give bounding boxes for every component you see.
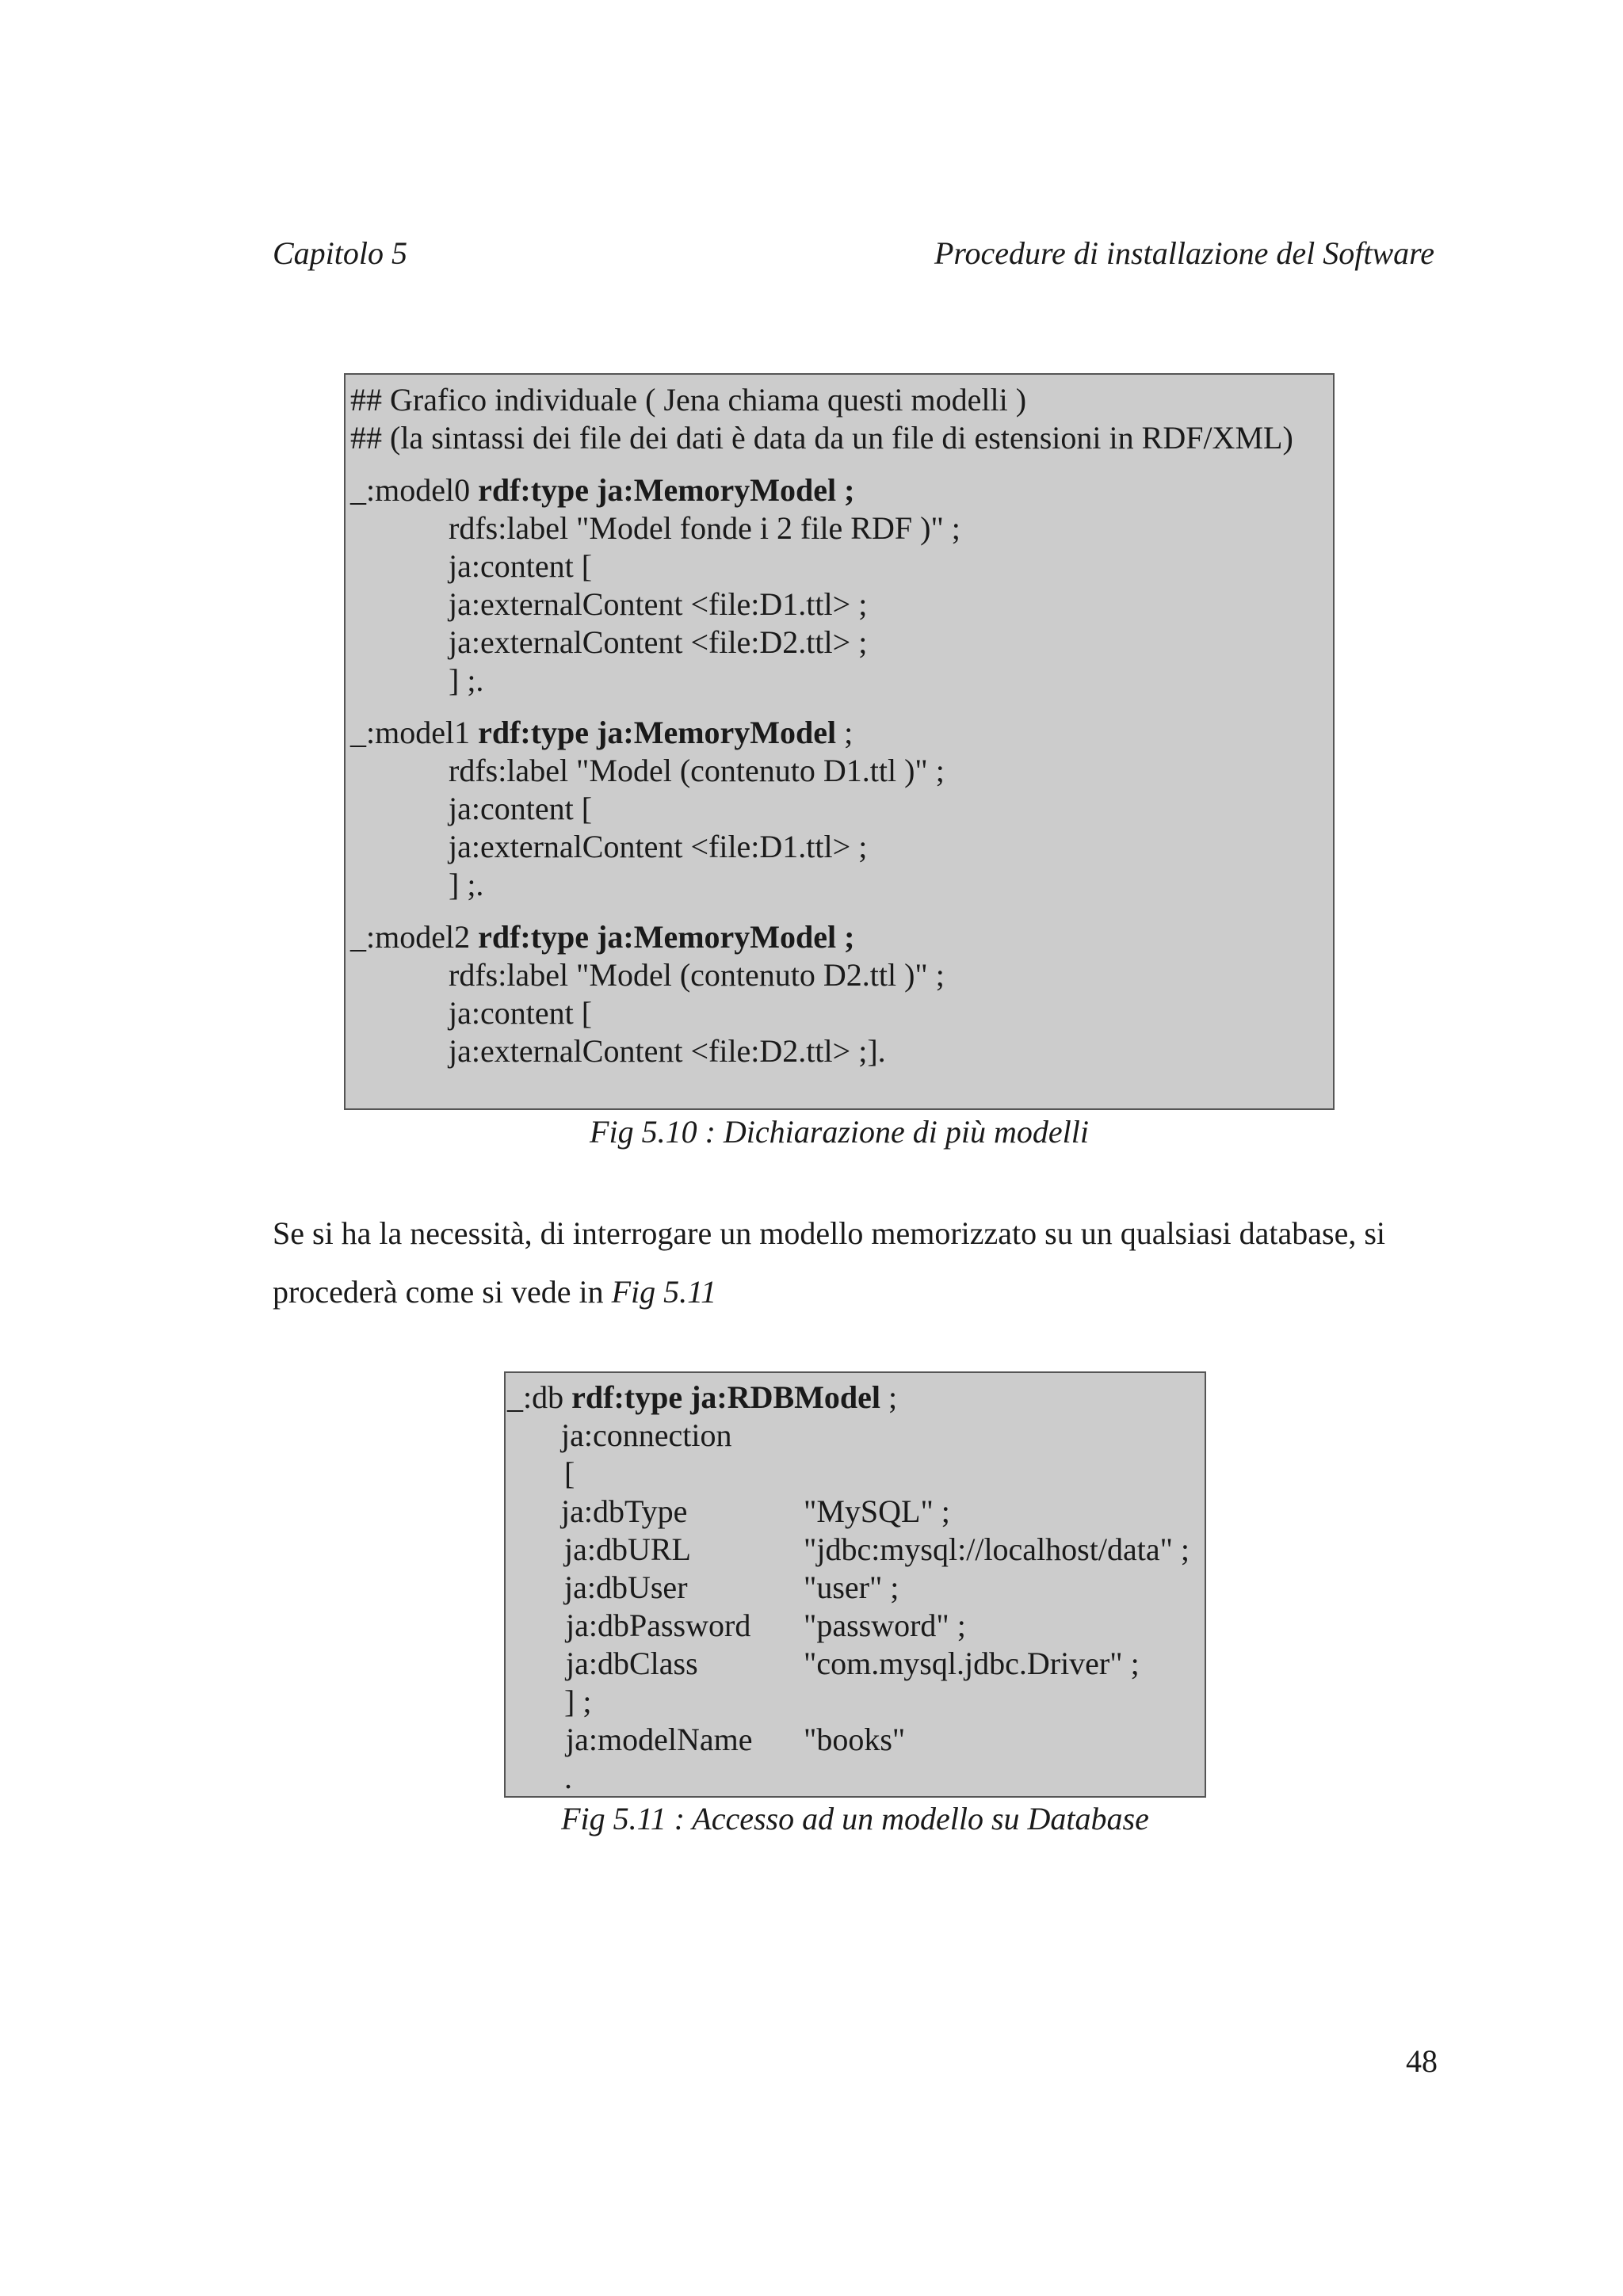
db-close-bracket: ] ; [564,1684,592,1719]
page-number: 48 [1406,2043,1438,2079]
db-property-row [507,1531,1205,1569]
model-declaration-code-block [344,373,1335,1110]
model0-declaration [350,471,1333,509]
model1-predicate: rdf:type ja:MemoryModel [478,715,837,750]
db-property-row [507,1645,1205,1683]
section-header: Procedure di installazione del Software [934,235,1434,271]
model0-predicate: rdf:type ja:MemoryModel ; [478,472,855,508]
model0-subject: _:model0 [350,472,479,508]
db-model-name-key: ja:modelName [566,1722,753,1757]
db-model-name-value: "books" [804,1722,906,1757]
db-close-bracket-row [507,1683,1205,1721]
db-property-value: "MySQL" ; [804,1493,950,1529]
db-property-key: ja:dbUser [564,1569,688,1605]
model1-external-content-1: ja:externalContent <file:D1.ttl> ; [449,829,868,864]
figure-reference: Fig 5.11 [611,1274,717,1310]
model1-predicate-tail: ; [836,715,854,750]
db-predicate-tail: ; [880,1379,898,1415]
db-property-row [507,1493,1205,1531]
figure-5-11-caption: Fig 5.11 : Accesso ad un modello su Database [561,1801,1149,1836]
db-connection-row [507,1417,1205,1455]
model0-close: ] ;. [449,662,484,698]
db-predicate: rdf:type ja:RDBModel [571,1379,881,1415]
model1-declaration [350,714,1333,752]
body-paragraph [273,1204,1438,1322]
db-model-name-row [507,1721,1205,1759]
db-property-value: "user" ; [804,1569,899,1605]
model2-predicate: rdf:type ja:MemoryModel ; [478,919,855,955]
database-model-code-block [504,1371,1206,1798]
model1-subject: _:model1 [350,715,479,750]
db-property-row [507,1569,1205,1607]
db-property-value: "com.mysql.jdbc.Driver" ; [804,1646,1140,1681]
db-connection-key: ja:connection [561,1417,732,1453]
chapter-header: Capitolo 5 [273,235,408,271]
model2-content-open: ja:content [ [449,995,593,1031]
db-subject: _:db [507,1379,572,1415]
model1-label: rdfs:label "Model (contenuto D1.ttl )" ; [449,753,945,788]
db-property-value: "jdbc:mysql://localhost/data" ; [804,1531,1190,1567]
code-comment-line: ## (la sintassi dei file dei dati è data da un file di estensioni in RDF/XML) [350,420,1293,456]
code-comment-line: ## Grafico individuale ( Jena chiama questi modelli ) [350,382,1027,418]
db-property-key: ja:dbPassword [566,1608,751,1643]
db-property-key: ja:dbURL [564,1531,691,1567]
model2-declaration [350,918,1333,956]
model0-external-content-2: ja:externalContent <file:D2.ttl> ; [449,624,868,660]
db-declaration [507,1379,1205,1417]
paragraph-line-2 [273,1263,1438,1322]
db-property-key: ja:dbType [561,1493,688,1529]
model2-external-content-1: ja:externalContent <file:D2.ttl> ;]. [449,1033,886,1069]
paragraph-line-2-text: procederà come si vede in [273,1274,612,1310]
db-open-bracket: [ [564,1455,575,1491]
model0-content-open: ja:content [ [449,548,593,584]
model1-content-open: ja:content [ [449,791,593,826]
model0-external-content-1: ja:externalContent <file:D1.ttl> ; [449,586,868,622]
db-open-bracket-row [507,1455,1205,1493]
paragraph-line-1: Se si ha la necessità, di interrogare un modello memorizzato su un qualsiasi database, si [273,1215,1386,1251]
model2-subject: _:model2 [350,919,479,955]
model2-label: rdfs:label "Model (contenuto D2.ttl )" ; [449,957,945,993]
model1-close: ] ;. [449,867,484,902]
db-end-dot: . [564,1760,572,1795]
figure-5-10-caption: Fig 5.10 : Dichiarazione di più modelli [590,1114,1089,1150]
model0-label: rdfs:label "Model fonde i 2 file RDF )" ; [449,510,960,546]
db-property-row [507,1607,1205,1645]
db-property-key: ja:dbClass [566,1646,698,1681]
db-end-row [507,1759,1205,1797]
db-property-value: "password" ; [804,1608,966,1643]
